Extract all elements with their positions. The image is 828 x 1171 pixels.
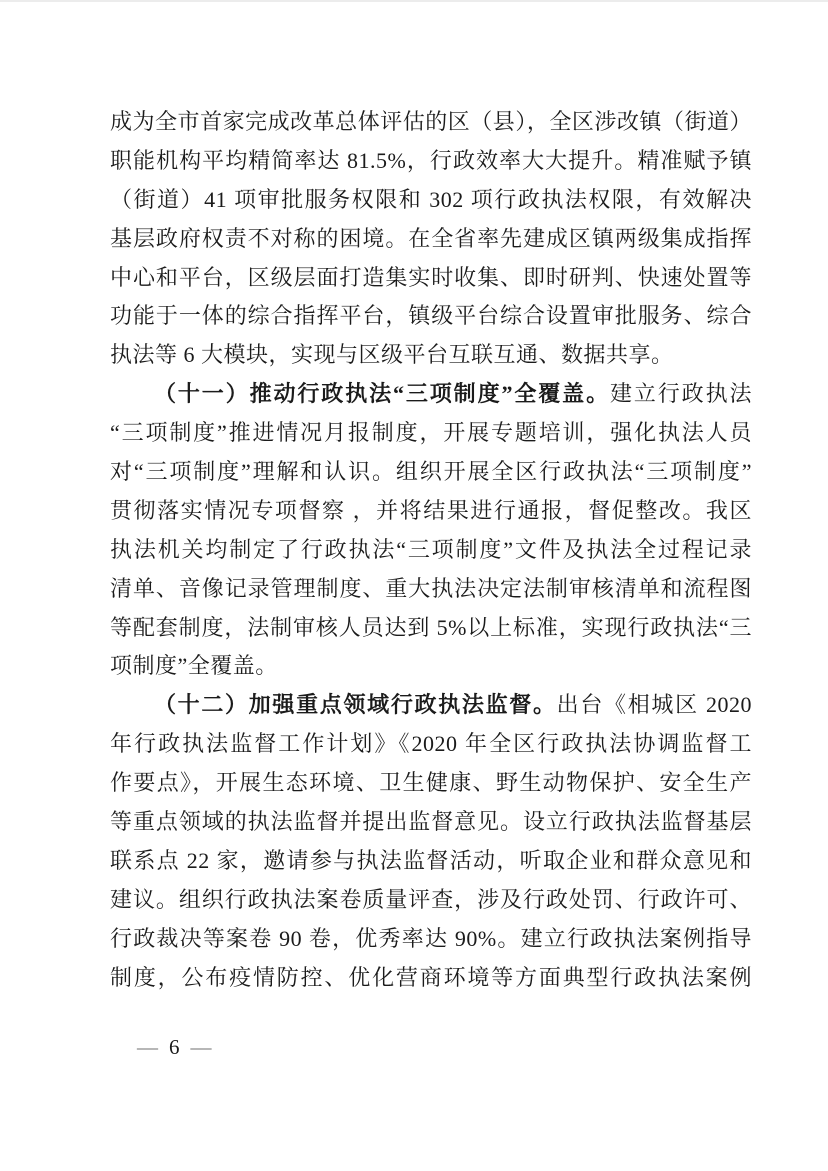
body-text-segment: 制度，公布疫情防控、优化营商环境等方面典型行政执法案例 bbox=[110, 964, 752, 990]
body-text-segment: 贯彻落实情况专项督察 ，并将结果进行通报，督促整改。我区 bbox=[110, 497, 752, 523]
body-text-segment: 年行政执法监督工作计划》《2020 年全区行政执法协调监督工 bbox=[110, 731, 752, 757]
page-number-value: 6 bbox=[169, 1035, 180, 1059]
document-body bbox=[110, 103, 752, 997]
text-line bbox=[110, 492, 752, 531]
body-text-segment: 功能于一体的综合指挥平台，镇级平台综合设置审批服务、综合 bbox=[110, 303, 752, 329]
body-text-segment: 执法机关均制定了行政执法“三项制度”文件及执法全过程记录 bbox=[110, 536, 752, 562]
body-text-segment: 对“三项制度”理解和认识。组织开展全区行政执法“三项制度” bbox=[110, 459, 752, 485]
text-line bbox=[110, 142, 752, 181]
text-line bbox=[110, 725, 752, 764]
text-line bbox=[110, 686, 752, 725]
body-text-segment: “三项制度”推进情况月报制度，开展专题培训，强化执法人员 bbox=[110, 420, 752, 446]
body-text-segment: （街道）41 项审批服务权限和 302 项行政执法权限，有效解决 bbox=[110, 186, 752, 212]
text-line bbox=[110, 453, 752, 492]
footer-dash-left: — bbox=[137, 1035, 158, 1059]
body-text-segment: 职能机构平均精简率达 81.5%，行政效率大大提升。精准赋予镇 bbox=[110, 147, 752, 173]
text-line bbox=[110, 531, 752, 570]
section-heading-segment: （十二）加强重点领域行政执法监督。 bbox=[154, 692, 557, 718]
page-number bbox=[137, 1035, 212, 1059]
body-text-segment: 基层政府权责不对称的困境。在全省率先建成区镇两级集成指挥 bbox=[110, 225, 752, 251]
body-text-segment: 等配套制度，法制审核人员达到 5%以上标准，实现行政执法“三 bbox=[110, 614, 752, 640]
body-text-segment: 建议。组织行政执法案卷质量评查，涉及行政处罚、行政许可、 bbox=[110, 886, 752, 912]
text-line bbox=[110, 803, 752, 842]
body-text-segment: 清单、音像记录管理制度、重大执法决定法制审核清单和流程图 bbox=[110, 575, 752, 601]
text-line bbox=[110, 220, 752, 259]
text-line bbox=[110, 375, 752, 414]
text-line bbox=[110, 959, 752, 998]
text-line bbox=[110, 570, 752, 609]
text-line bbox=[110, 297, 752, 336]
body-text-segment: 联系点 22 家，邀请参与执法监督活动，听取企业和群众意见和 bbox=[110, 847, 752, 873]
text-line bbox=[110, 103, 752, 142]
text-line bbox=[110, 764, 752, 803]
section-heading-segment: （十一）推动行政执法“三项制度”全覆盖。 bbox=[154, 381, 610, 407]
text-line bbox=[110, 336, 752, 375]
body-text-segment: 等重点领域的执法监督并提出监督意见。设立行政执法监督基层 bbox=[110, 809, 752, 835]
body-text-segment: 执法等 6 大模块，实现与区级平台互联互通、数据共享。 bbox=[110, 342, 674, 368]
text-line bbox=[110, 259, 752, 298]
text-line bbox=[110, 881, 752, 920]
text-line bbox=[110, 181, 752, 220]
text-line bbox=[110, 414, 752, 453]
text-line bbox=[110, 842, 752, 881]
body-text-segment: 行政裁决等案卷 90 卷，优秀率达 90%。建立行政执法案例指导 bbox=[110, 925, 752, 951]
body-text-segment: 出台《相城区 2020 bbox=[556, 692, 752, 718]
body-text-segment: 项制度”全覆盖。 bbox=[110, 653, 278, 679]
body-text-segment: 作要点》，开展生态环境、卫生健康、野生动物保护、安全生产 bbox=[110, 770, 752, 796]
body-text-segment: 中心和平台，区级层面打造集实时收集、即时研判、快速处置等 bbox=[110, 264, 752, 290]
text-line bbox=[110, 647, 752, 686]
text-line bbox=[110, 609, 752, 648]
body-text-segment: 成为全市首家完成改革总体评估的区（县），全区涉改镇（街道） bbox=[110, 109, 752, 134]
body-text-segment: 建立行政执法 bbox=[609, 381, 752, 407]
footer-dash-right: — bbox=[190, 1035, 212, 1059]
text-line bbox=[110, 920, 752, 959]
